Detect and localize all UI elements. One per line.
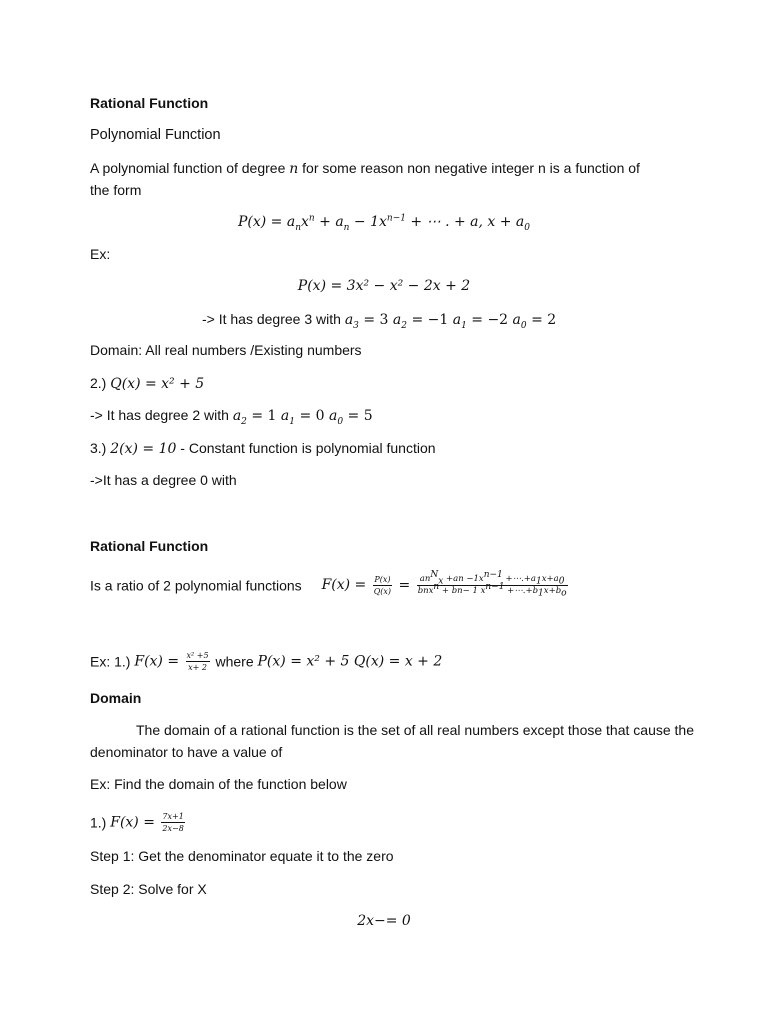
degree-0-statement: ->It has a degree 0 with bbox=[90, 472, 237, 488]
p-over-q-fraction: $\frac{P(x)}{Q(x)}$ bbox=[373, 574, 392, 596]
domain-definition-line2: denominator to have a value of bbox=[90, 744, 283, 760]
degree-3-statement: -> It has degree 3 with $a_3 = 3$ $a_2 = -1$ $a_1 = -2$ $a_0 = 2$ bbox=[202, 311, 557, 331]
heading-rational-function-2: Rational Function bbox=[90, 538, 209, 554]
general-rational-fraction: $\frac{an^N_x +an -1x^{n-1} +\cdots.+a_1x+a_0}{bnx^n + bn- 1 x^{n-1} +\cdots.+b_1x+b_o}$ bbox=[417, 569, 567, 599]
item-1-fraction-equation: 1.) F(x) = $\frac{7x+1}{2x-8}$ bbox=[90, 811, 184, 833]
general-polynomial-equation: $P(x) = a_nx^n + a_n - 1x^{n-1}$ + ⋯ . + a, $x + a_0$ bbox=[237, 213, 531, 233]
domain-statement: Domain: All real numbers /Existing numbers bbox=[90, 342, 362, 358]
definition-text-a: A polynomial function of degree bbox=[90, 160, 290, 176]
definition-text-b: for some reason non negative integer n is a function of bbox=[298, 160, 640, 176]
find-domain-prompt: Ex: Find the domain of the function below bbox=[90, 776, 347, 792]
item-3-constant-function: 3.) 2(x) = 10 - Constant function is polynomial function bbox=[90, 440, 436, 457]
domain-definition-line1: The domain of a rational function is the set of all real numbers except those that cause the bbox=[136, 722, 694, 738]
item-1-fraction: $\frac{7x+1}{2x-8}$ bbox=[162, 811, 184, 833]
example-polynomial-equation: P(x) = 3x² − x² − 2x + 2 bbox=[297, 278, 471, 294]
heading-polynomial-function: Polynomial Function bbox=[90, 127, 221, 143]
heading-rational-function: Rational Function bbox=[90, 95, 209, 111]
ratio-definition: Is a ratio of 2 polynomial functions F(x) = $\frac{P(x)}{Q(x)}$ = $\frac{an^N_x +an -1x^{n-1} +\cdots.+a_1x+a_0}{bnx^n + bn- 1 x^{n-1} +\cdots.+b_1x+b_o}$ bbox=[90, 569, 567, 599]
example-1-rational: Ex: 1.) F(x) = $\frac{\text{x² +5}}{x+ 2}$ where P(x) = x² + 5 Q(x) = x + 2 bbox=[90, 650, 443, 672]
item-2-equation: 2.) Q(x) = x² + 5 bbox=[90, 375, 205, 392]
polynomial-definition-line1 bbox=[90, 159, 640, 178]
example-label: Ex: bbox=[90, 246, 111, 262]
degree-2-statement: -> It has degree 2 with $a_2 = 1$ $a_1 = 0$ $a_0 = 5$ bbox=[90, 407, 373, 427]
degree-variable: n bbox=[289, 161, 299, 177]
heading-domain: Domain bbox=[90, 690, 142, 706]
example-1-fraction: $\frac{\text{x² +5}}{x+ 2}$ bbox=[186, 650, 209, 672]
polynomial-definition-line2: the form bbox=[90, 182, 142, 198]
step-1: Step 1: Get the denominator equate it to the zero bbox=[90, 848, 394, 864]
step-2: Step 2: Solve for X bbox=[90, 881, 207, 897]
solve-equation: 2x−= 0 bbox=[357, 913, 411, 929]
